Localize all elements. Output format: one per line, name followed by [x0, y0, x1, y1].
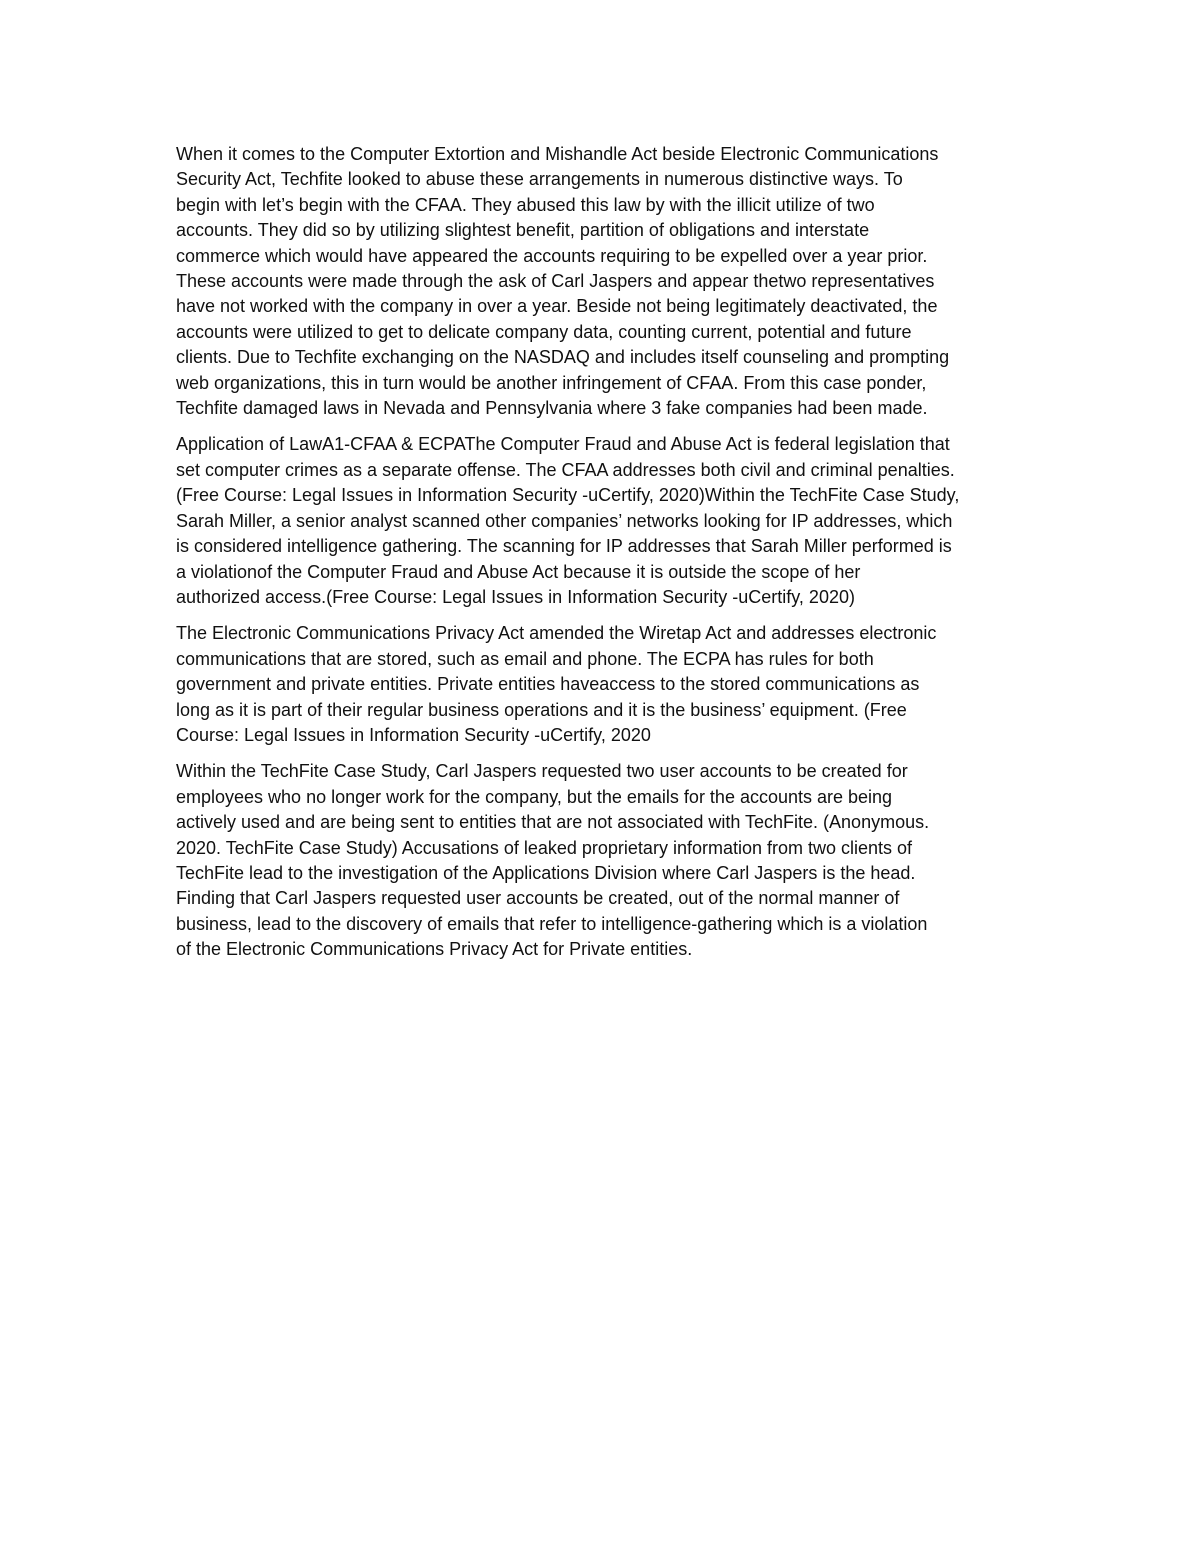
- document-body: [176, 142, 1036, 974]
- paragraph-1: When it comes to the Computer Extortion and Mishandle Act beside Electronic Communications Security Act, Techfite looked to abuse these arrangements in numerous distinctive ways. To begin with let’s begin with the CFAA. They abused this law by with the illicit utilize of two accounts. They did so by utilizing slightest benefit, partition of obligations and interstate commerce which would have appeared the accounts requiring to be expelled over a year prior. These accounts were made through the ask of Carl Jaspers and appear thetwo representatives have not worked with the company in over a year. Beside not being legitimately deactivated, the accounts were utilized to get to delicate company data, counting current, potential and future clients. Due to Techfite exchanging on the NASDAQ and includes itself counseling and prompting web organizations, this in turn would be another infringement of CFAA. From this case ponder, Techfite damaged laws in Nevada and Pennsylvania where 3 fake companies had been made.: [176, 144, 950, 419]
- paragraph-4: Within the TechFite Case Study, Carl Jaspers requested two user accounts to be created for employees who no longer work for the company, but the emails for the accounts are being actively used and are being sent to entities that are not associated with TechFite. (Anonymous. 2020. TechFite Case Study) Accusations of leaked proprietary information from two clients of TechFite lead to the investigation of the Applications Division where Carl Jaspers is the head. Finding that Carl Jaspers requested user accounts be created, out of the normal manner of business, lead to the discovery of emails that refer to intelligence-gathering which is a violation of the Electronic Communications Privacy Act for Private entities.: [176, 761, 930, 960]
- paragraph-3: The Electronic Communications Privacy Act amended the Wiretap Act and addresses electronic communications that are stored, such as email and phone. The ECPA has rules for both government and private entities. Private entities haveaccess to the stored communications as long as it is part of their regular business operations and it is the business’ equipment. (Free Course: Legal Issues in Information Security -uCertify, 2020: [176, 623, 937, 745]
- paragraph-2: Application of LawA1-CFAA & ECPAThe Computer Fraud and Abuse Act is federal legislation that set computer crimes as a separate offense. The CFAA addresses both civil and criminal penalties. (Free Course: Legal Issues in Information Security -uCertify, 2020)Within the TechFite Case Study, Sarah Miller, a senior analyst scanned other companies’ networks looking for IP addresses, which is considered intelligence gathering. The scanning for IP addresses that Sarah Miller performed is a violationof the Computer Fraud and Abuse Act because it is outside the scope of her authorized access.(Free Course: Legal Issues in Information Security -uCertify, 2020): [176, 434, 960, 607]
